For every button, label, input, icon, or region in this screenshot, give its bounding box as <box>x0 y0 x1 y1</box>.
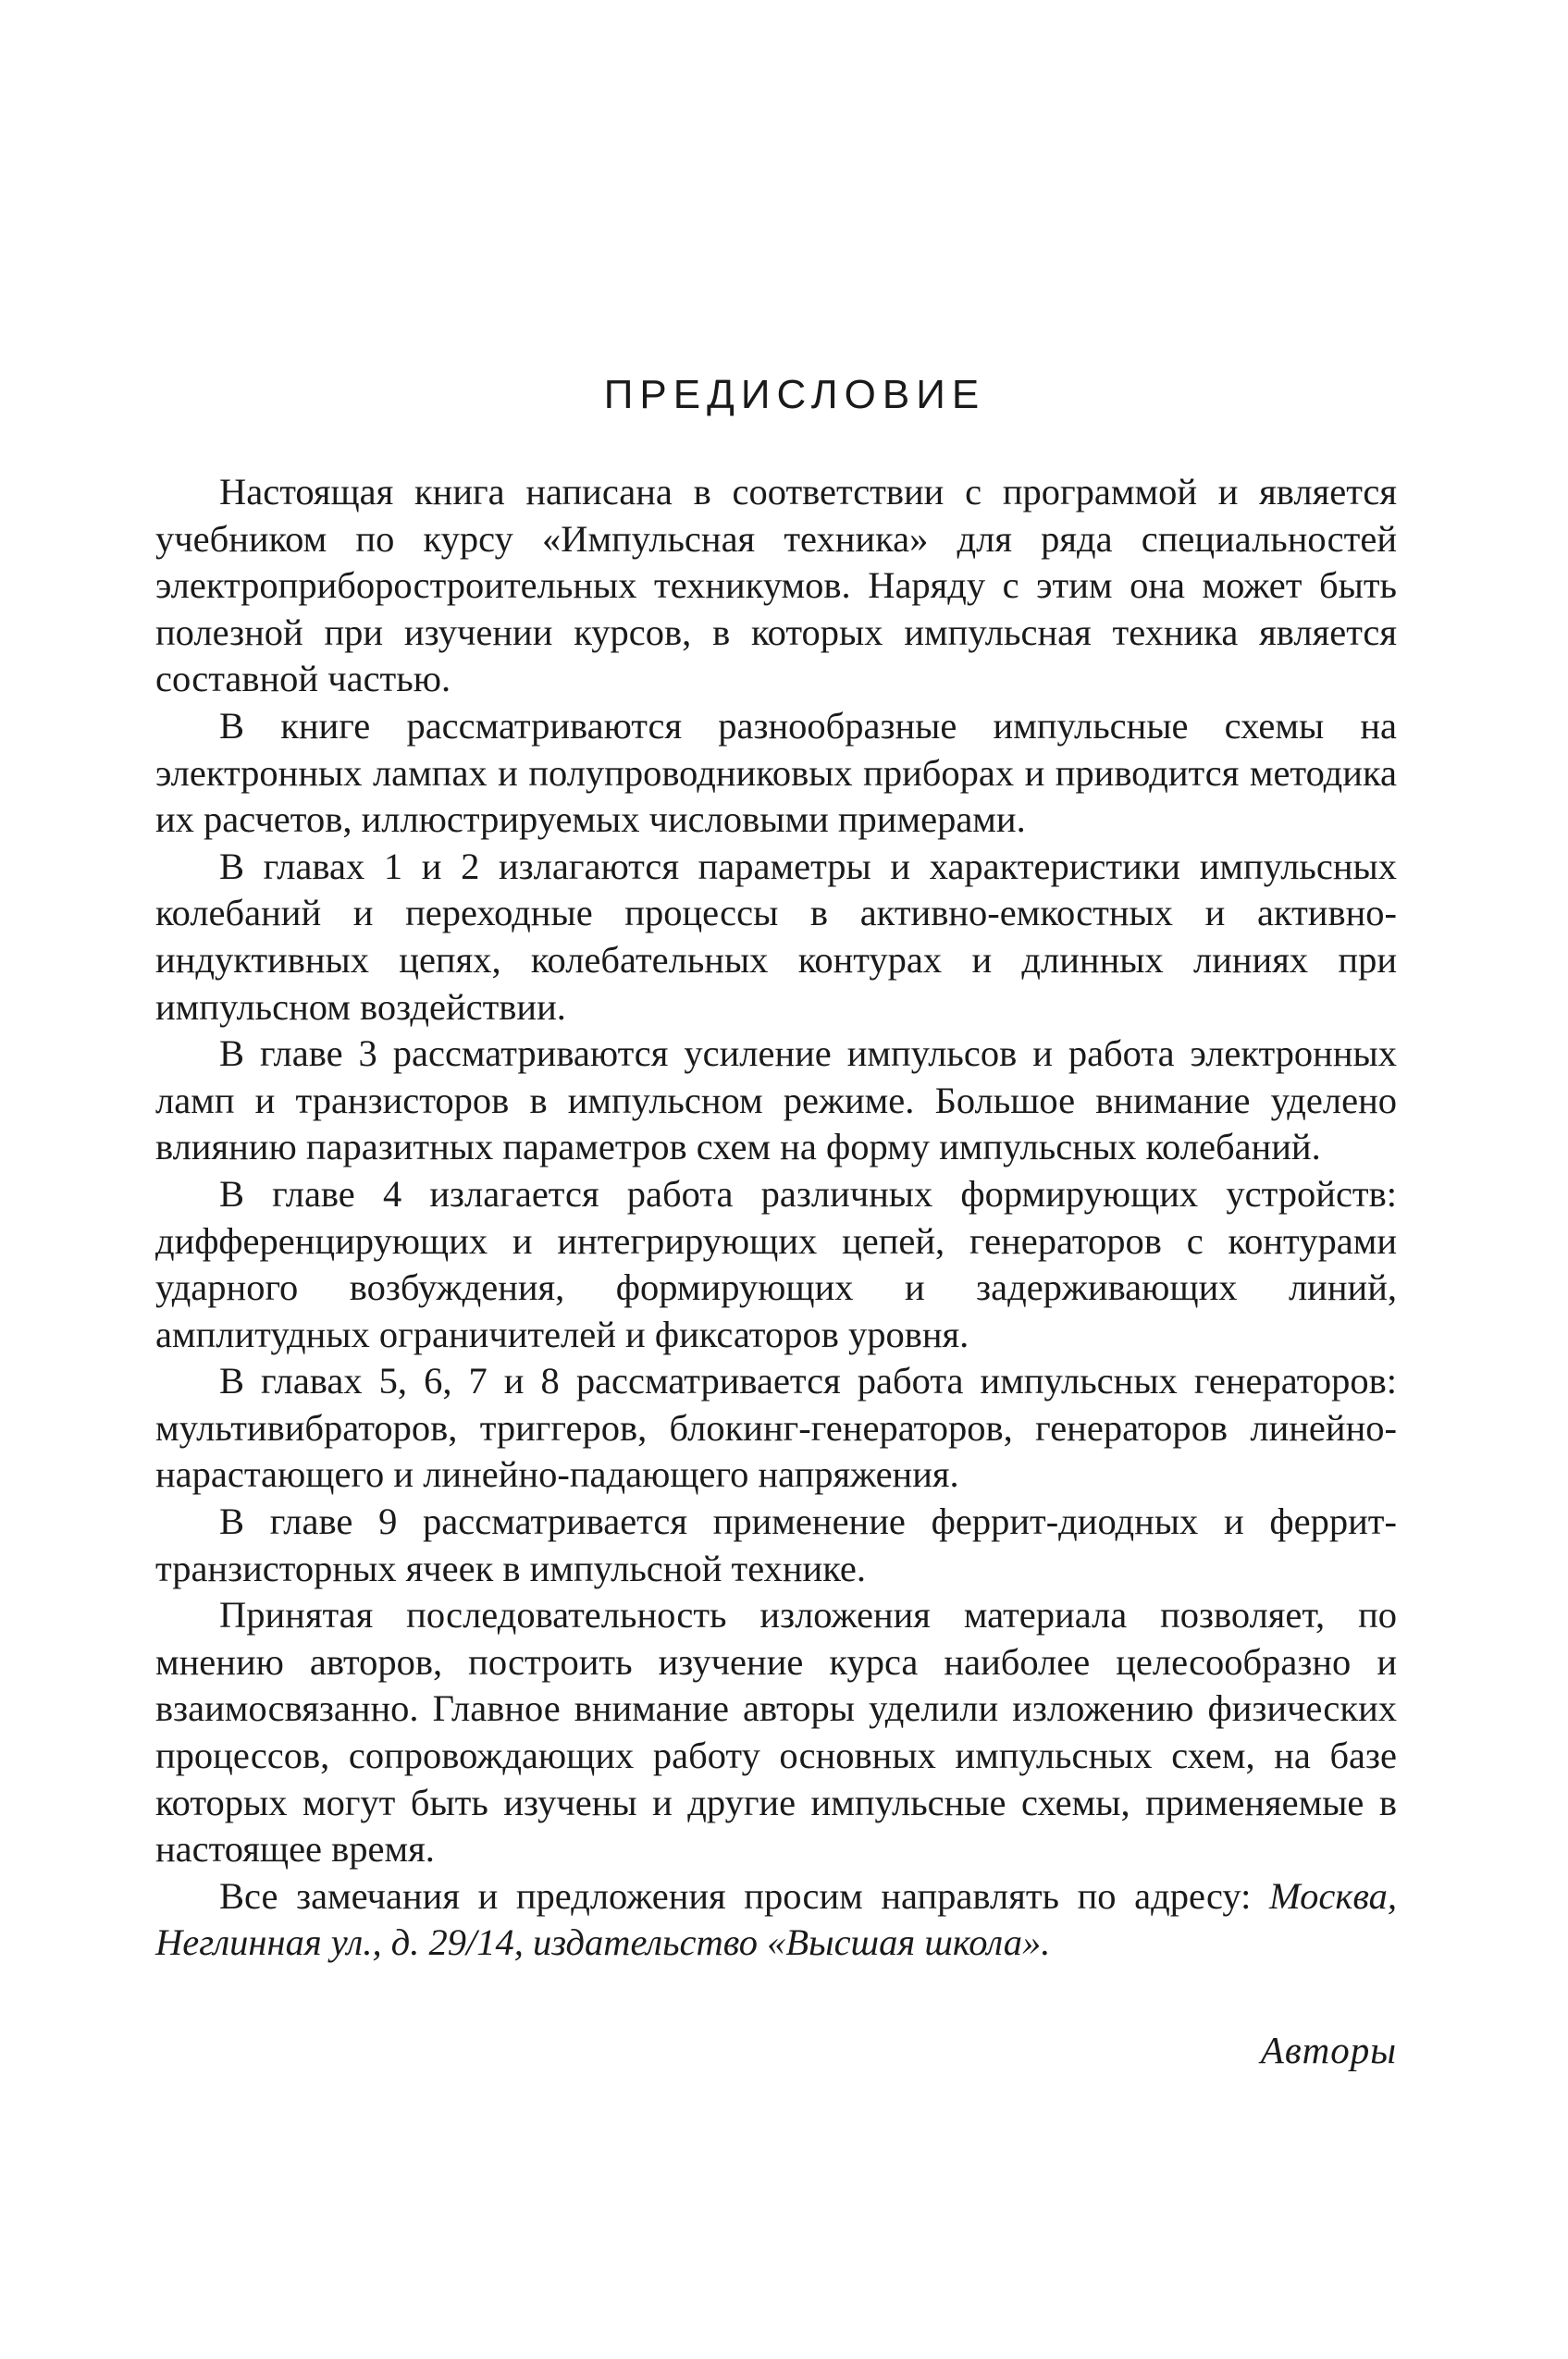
paragraph-2: В книге рассматриваются разнообразные импульсные схемы на электронных лампах и полупроводниковых приборах и приводится методика их расчетов, иллюстрируемых числовыми примерами. <box>155 704 1397 841</box>
paragraph-6: В главах 5, 6, 7 и 8 рассматривается работа импульсных генераторов: мультивибраторов, триггеров, блокинг-генераторов, генераторов линейно-нарастающего и линейно-падающего напряжения. <box>155 1360 1397 1496</box>
paragraph-7: В главе 9 рассматривается применение феррит-диодных и феррит-транзисторных ячеек в импульсной технике. <box>155 1501 1397 1589</box>
paragraph-3: В главах 1 и 2 излагаются параметры и характеристики импульсных колебаний и переходные процессы в активно-емкостных и активно-индуктивных цепях, колебательных контурах и длинных линиях при импульсном воздействии. <box>155 845 1397 1028</box>
publisher-address: Москва, Неглинная ул., д. 29/14, издательство «Высшая школа». <box>155 1874 1397 1964</box>
paragraph-4: В главе 3 рассматриваются усиление импульсов и работа электронных ламп и транзисторов в импульсном режиме. Большое внимание уделено влиянию паразитных параметров схем на форму импульсных колебаний. <box>155 1032 1397 1168</box>
page-content <box>155 372 1397 2072</box>
contact-text: Все замечания и предложения просим направлять по адресу: <box>219 1874 1269 1917</box>
paragraph-8: Принятая последовательность изложения материала позволяет, по мнению авторов, построить изучение курса наиболее целесообразно и взаимосвязанно. Главное внимание авторы уделили изложению физических процессов, сопровождающих работу основных импульсных схем, на базе которых могут быть изучены и другие импульсные схемы, применяемые в настоящее время. <box>155 1594 1397 1871</box>
page-title: ПРЕДИСЛОВИЕ <box>603 372 986 417</box>
paragraph-contact <box>155 1873 1397 1967</box>
signature-authors: Авторы <box>1260 2029 1397 2071</box>
paragraph-1: Настоящая книга написана в соответствии с программой и является учебником по курсу «Импульсная техника» для ряда специальностей электроприборостроительных техникумов. Наряду с этим она может быть полезной при изучении курсов, в которых импульсная техника является составной частью. <box>155 471 1397 700</box>
paragraph-5: В главе 4 излагается работа различных формирующих устройств: дифференцирующих и интегрирующих цепей, генераторов с контурами ударного возбуждения, формирующих и задерживающих линий, амплитудных ограничителей и фиксаторов уровня. <box>155 1172 1397 1355</box>
